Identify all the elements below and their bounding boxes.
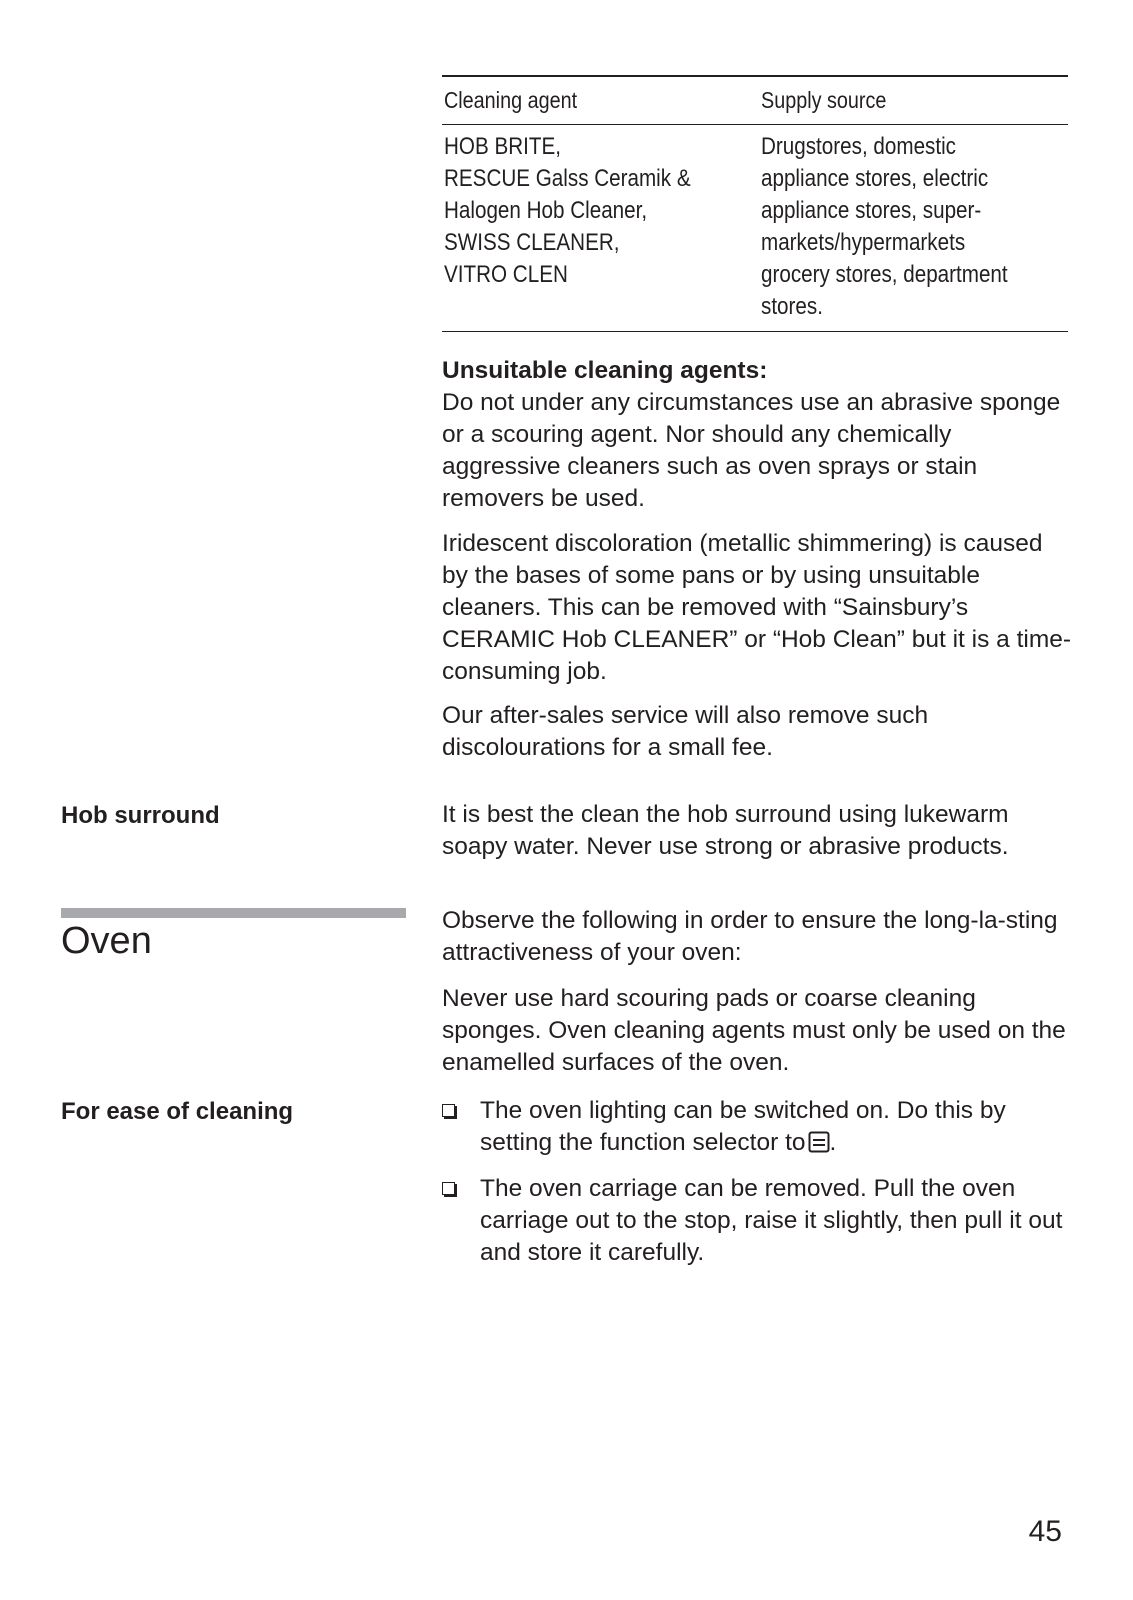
oven-never-paragraph <box>442 983 1072 1079</box>
list-item-text: The oven carriage can be removed. Pull the oven carriage out to the stop, raise it slightly, then pull it out and store it carefully. <box>480 1175 1063 1266</box>
hob-surround-text: It is best the clean the hob surround using lukewarm soapy water. Never use strong or abrasive products. <box>442 801 1009 860</box>
oven-never-text: Never use hard scouring pads or coarse cleaning sponges. Oven cleaning agents must only be used on the enamelled surfaces of the oven. <box>442 985 1066 1076</box>
checkbox-bullet-icon <box>442 1182 455 1195</box>
source-line: grocery stores, department <box>761 261 1008 288</box>
header-supply-source-cell <box>761 87 1068 114</box>
sources-cell <box>761 131 1068 323</box>
iridescent-text: Iridescent discoloration (metallic shimmering) is caused by the bases of some pans or by using unsuitable cleaners. This can be removed with “Sainsbury’s CERAMIC Hob CLEANER” or “Hob Clean” but it is a time-consuming job. <box>442 530 1072 685</box>
section-divider-bar <box>61 908 406 918</box>
source-line: markets/hypermarkets <box>761 229 966 256</box>
agent-line: VITRO CLEN <box>444 261 568 288</box>
agent-line: HOB BRITE, <box>444 133 561 160</box>
agent-line: RESCUE Galss Ceramik & <box>444 165 691 192</box>
header-cleaning-agent: Cleaning agent <box>444 87 578 113</box>
agent-line: SWISS CLEANER, <box>444 229 620 256</box>
iridescent-paragraph <box>442 528 1072 688</box>
unsuitable-heading: Unsuitable cleaning agents: <box>442 357 768 384</box>
list-item <box>442 1095 1072 1162</box>
oven-intro-paragraph <box>442 905 1072 969</box>
oven-section-title: Oven <box>61 920 152 962</box>
table-header-row <box>442 77 1068 124</box>
unsuitable-text: Do not under any circumstances use an abrasive sponge or a scouring agent. Nor should any chemically aggressive cleaners such as oven sprays or stain removers be used. <box>442 389 1061 512</box>
after-sales-text: Our after-sales service will also remove such discolourations for a small fee. <box>442 702 929 761</box>
cleaning-agents-table <box>442 75 1068 332</box>
bullet-1-text: The oven lighting can be switched on. Do this by setting the function selector to <box>480 1097 1006 1156</box>
hob-surround-label: Hob surround <box>61 802 220 829</box>
bullet-1-end: . <box>829 1129 837 1156</box>
table-body-row <box>442 125 1068 331</box>
oven-intro-text: Observe the following in order to ensure the long-la-sting attractiveness of your oven: <box>442 907 1058 966</box>
table-bottom-rule <box>442 331 1068 332</box>
header-supply-source: Supply source <box>761 87 887 113</box>
checkbox-bullet-icon <box>442 1104 455 1117</box>
after-sales-paragraph <box>442 700 1072 764</box>
oven-light-icon <box>808 1130 830 1162</box>
agent-line: Halogen Hob Cleaner, <box>444 197 648 224</box>
page-number: 45 <box>1028 1515 1062 1548</box>
source-line: appliance stores, electric <box>761 165 989 192</box>
agents-cell <box>442 131 761 323</box>
ease-of-cleaning-label: For ease of cleaning <box>61 1098 294 1125</box>
hob-surround-paragraph <box>442 799 1072 863</box>
header-cleaning-agent-cell <box>442 87 761 114</box>
source-line: appliance stores, super- <box>761 197 982 224</box>
unsuitable-section <box>442 355 1072 515</box>
source-line: stores. <box>761 293 823 320</box>
source-line: Drugstores, domestic <box>761 133 957 160</box>
list-item-text <box>480 1095 1072 1162</box>
list-item <box>442 1173 1072 1269</box>
